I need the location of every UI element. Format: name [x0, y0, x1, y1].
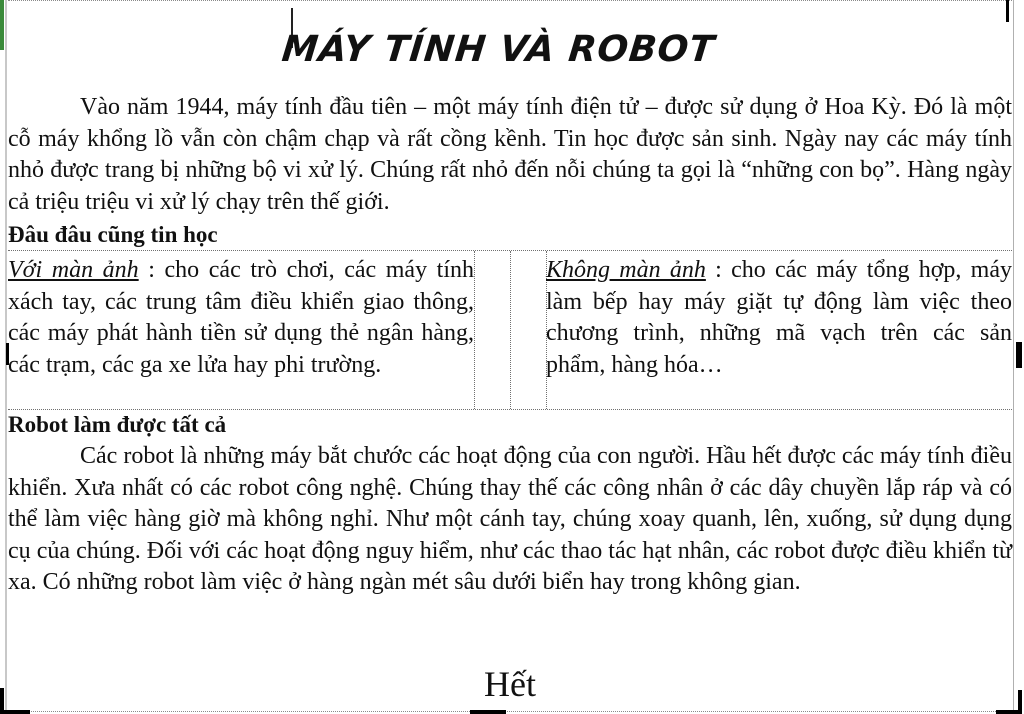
crop-mark-top-right — [1006, 0, 1009, 22]
right-column-label: Không màn ảnh — [546, 257, 706, 283]
crop-mark-bottom-left-h — [0, 710, 30, 714]
crop-mark-bottom-center — [470, 710, 506, 714]
left-column-label: Với màn ảnh — [8, 257, 139, 283]
end-text[interactable]: Hết — [484, 664, 536, 704]
column-divider — [510, 251, 511, 409]
page-bottom-boundary — [8, 711, 1012, 712]
page-top-boundary — [8, 0, 1012, 1]
right-column-text[interactable] — [546, 255, 1012, 381]
section-heading-robot[interactable]: Robot làm được tất cả — [8, 412, 227, 437]
section-heading-everywhere[interactable]: Đâu đâu cũng tin học — [8, 222, 218, 247]
robot-paragraph[interactable]: Các robot là những máy bắt chước các hoạt động của con người. Hầu hết được các máy tính điều khiển. Xưa nhất có các robot công nghệ. Chúng thay thế các công nhân ở các dây chuyền lắp ráp và có thể làm việc hàng giờ mà không nghỉ. Như một cánh tay, chúng xoay quanh, lên, xuống, sử dụng dụng cụ của chúng. Đối với các hoạt động nguy hiểm, như các thao tác hạt nhân, các robot được điều khiển từ xa. Có những robot làm việc ở hàng ngàn mét sâu dưới biển hay trong không gian. — [8, 443, 1012, 595]
right-column-body: : cho các máy tổng hợp, máy làm bếp hay máy giặt tự động làm việc theo chương trình, những mã vạch trên các sản phẩm, hàng hóa… — [546, 257, 1012, 378]
two-column-table — [8, 250, 1012, 410]
left-column-body: : cho các trò chơi, các máy tính xách tay, các trung tâm điều khiển giao thông, các máy phát hành tiền sử dụng thẻ ngân hàng, các trạm, các ga xe lửa hay phi trường. — [8, 257, 475, 378]
left-column-text[interactable] — [8, 255, 474, 381]
page-margin-marker — [0, 0, 4, 50]
crop-mark-right-center — [1016, 342, 1022, 368]
column-divider — [474, 251, 475, 409]
page-right-edge — [1013, 0, 1014, 714]
document-title[interactable]: MÁY TÍNH VÀ ROBOT — [279, 29, 717, 71]
intro-paragraph[interactable]: Vào năm 1944, máy tính đầu tiên – một máy tính điện tử – được sử dụng ở Hoa Kỳ. Đó là một cỗ máy khổng lồ vẫn còn chậm chạp và rất cồng kềnh. Tin học được sản sinh. Ngày nay các máy tính nhỏ được trang bị những bộ vi xử lý. Chúng rất nhỏ đến nỗi chúng ta gọi là “những con bọ”. Hàng ngày cả triệu triệu vi xử lý chạy trên thế giới. — [8, 94, 1012, 215]
crop-mark-bottom-right-h — [996, 710, 1022, 714]
